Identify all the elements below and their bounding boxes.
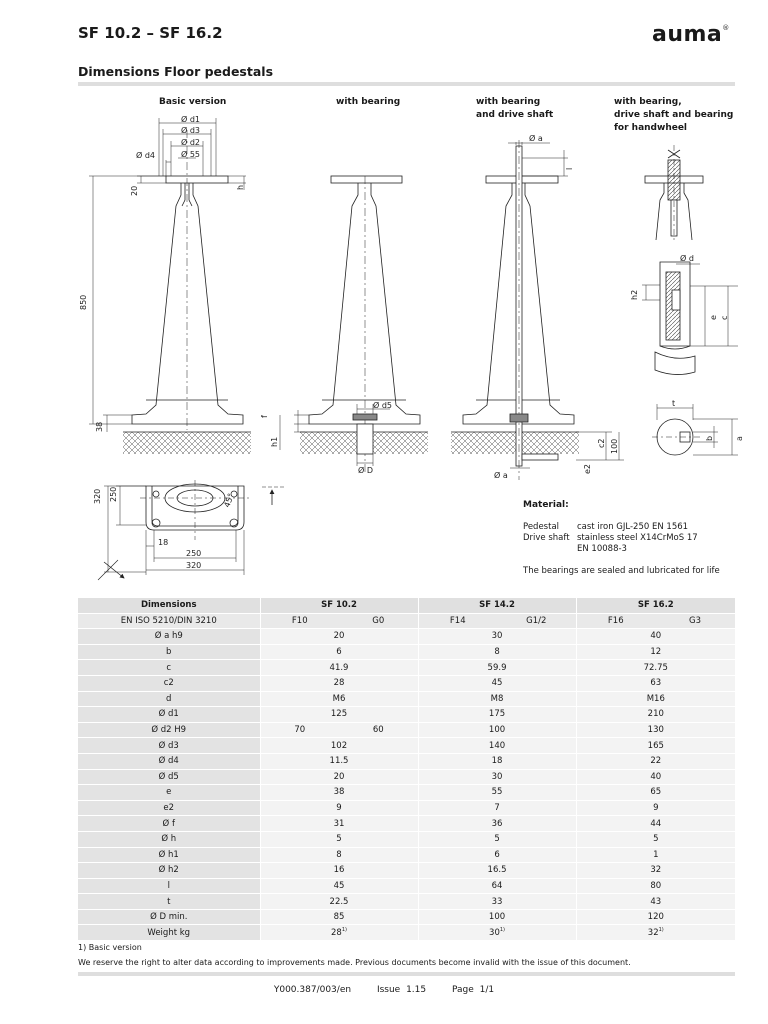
- table-cell: [260, 644, 418, 660]
- svg-text:e: e: [709, 315, 718, 320]
- table-row: [78, 800, 735, 816]
- svg-text:Ø d: Ø d: [680, 254, 694, 263]
- table-row: [78, 629, 735, 645]
- table-cell-value: 20: [333, 771, 345, 782]
- table-cell: [260, 925, 418, 941]
- table-row: [78, 878, 735, 894]
- table-cell: [576, 863, 735, 879]
- table-cell: [260, 707, 418, 723]
- table-cell: [576, 707, 735, 723]
- table-cell-value: 9: [653, 803, 659, 814]
- material-spec-drive-shaft: stainless steel X14CrMoS 17 EN 10088-3: [577, 533, 698, 554]
- table-cell-value: 45: [491, 678, 503, 689]
- table-row: [78, 753, 735, 769]
- table-row-flange: [78, 613, 735, 629]
- table-cell: [418, 894, 576, 910]
- table-cell-value: 11.5: [329, 756, 349, 767]
- table-cell: [418, 863, 576, 879]
- svg-text:c: c: [720, 315, 729, 320]
- table-cell-value: 59.9: [487, 662, 507, 673]
- table-cell-value: M6: [332, 693, 346, 704]
- pedestal-drawing-drive-shaft: [451, 133, 624, 480]
- table-cell: [576, 769, 735, 785]
- table-cell-value: 28: [331, 928, 342, 939]
- table-cell: [418, 925, 576, 941]
- svg-text:Ø d1: Ø d1: [181, 115, 201, 124]
- variant-heading-handwheel: with bearing, drive shaft and bearing for handwheel: [614, 97, 734, 133]
- table-row-label: Ø d2 H9: [78, 722, 260, 738]
- pedestal-drawing-handwheel-details: [630, 145, 744, 455]
- pedestal-drawing-bearing: [260, 176, 428, 475]
- table-cell: [576, 629, 735, 645]
- table-cell: [576, 691, 735, 707]
- svg-text:45°: 45°: [222, 492, 236, 509]
- table-cell: [576, 722, 735, 738]
- table-cell-value: 33: [491, 896, 503, 907]
- pedestal-drawing-basic: [79, 114, 251, 454]
- table-cell: [576, 847, 735, 863]
- table-cell-value: 120: [647, 912, 664, 923]
- svg-text:Ø d3: Ø d3: [181, 126, 201, 135]
- table-row: [78, 909, 735, 925]
- svg-text:250: 250: [109, 486, 118, 502]
- svg-text:h1: h1: [270, 436, 279, 447]
- material-title: Material:: [523, 500, 569, 510]
- table-row-label: d: [78, 691, 260, 707]
- svg-text:Ø d2: Ø d2: [181, 138, 201, 147]
- table-row-label: Ø d5: [78, 769, 260, 785]
- table-cell: [260, 909, 418, 925]
- table-row: [78, 660, 735, 676]
- document-number: Y000.387/003/en: [273, 985, 352, 995]
- svg-text:38: 38: [95, 421, 104, 432]
- table-cell: [260, 675, 418, 691]
- table-cell: [576, 800, 735, 816]
- table-cell-value: 65: [650, 787, 662, 798]
- table-cell: [418, 800, 576, 816]
- table-cell-value: 45: [333, 880, 345, 891]
- table-cell-value: 5: [653, 834, 659, 845]
- table-row: [78, 925, 735, 941]
- table-row: [78, 707, 735, 723]
- table-cell: [260, 894, 418, 910]
- table-cell: [260, 769, 418, 785]
- table-cell: [260, 738, 418, 754]
- svg-text:Ø a: Ø a: [529, 134, 543, 143]
- table-cell-value: 22: [650, 756, 662, 767]
- table-cell: [260, 831, 418, 847]
- table-row-label: b: [78, 644, 260, 660]
- table-cell-value: 40: [650, 631, 662, 642]
- table-cell-value: M8: [490, 693, 504, 704]
- variant-heading-basic: Basic version: [159, 97, 227, 107]
- variant-heading-bearing: with bearing: [336, 97, 401, 107]
- svg-text:Ø d4: Ø d4: [136, 151, 156, 160]
- table-cell-value: 64: [491, 880, 503, 891]
- table-cell-flange: G3: [655, 613, 735, 629]
- table-cell: [576, 925, 735, 941]
- table-cell-value: 40: [650, 771, 662, 782]
- table-cell-value: 130: [647, 725, 664, 736]
- table-cell-value: 175: [488, 709, 506, 720]
- svg-text:h2: h2: [630, 289, 639, 300]
- svg-text:Ø 55: Ø 55: [181, 150, 201, 159]
- table-cell: [418, 909, 576, 925]
- table-row: [78, 769, 735, 785]
- table-cell-value: 55: [491, 787, 503, 798]
- footer: [0, 985, 768, 995]
- svg-text:Ø d5: Ø d5: [373, 401, 393, 410]
- svg-text:Ø a: Ø a: [494, 471, 508, 480]
- table-cell: [418, 660, 576, 676]
- svg-text:e2: e2: [583, 463, 592, 474]
- footnote-marker: 1): [658, 927, 664, 934]
- table-cell: [260, 800, 418, 816]
- svg-text:b: b: [705, 435, 714, 441]
- table-row: [78, 863, 735, 879]
- table-cell: [576, 753, 735, 769]
- column-header-sf-14-2: SF 14.2: [418, 598, 576, 613]
- table-cell: [418, 831, 576, 847]
- table-cell: [418, 769, 576, 785]
- table-row-label: l: [78, 878, 260, 894]
- table-cell-flange: F10: [260, 613, 339, 629]
- table-cell-value: 20: [333, 631, 345, 642]
- table-row: [78, 675, 735, 691]
- table-cell: [260, 629, 418, 645]
- table-row: [78, 894, 735, 910]
- svg-text:t: t: [672, 399, 676, 408]
- svg-text:850: 850: [79, 294, 88, 310]
- table-row-label: c2: [78, 675, 260, 691]
- table-cell-value: 9: [336, 803, 342, 814]
- table-row-label: Ø d4: [78, 753, 260, 769]
- table-cell-value: 210: [647, 709, 664, 720]
- variant-heading-drive-shaft: with bearing and drive shaft: [476, 97, 554, 120]
- svg-text:Ø D: Ø D: [358, 466, 373, 475]
- table-cell-value: 6: [494, 849, 500, 860]
- table-cell: [260, 863, 418, 879]
- pedestal-plan-view: [93, 480, 284, 580]
- table-cell: [418, 816, 576, 832]
- table-cell-value: 16.5: [487, 865, 507, 876]
- table-cell-value: 28: [333, 678, 345, 689]
- table-cell: [260, 660, 418, 676]
- table-cell-value: 5: [336, 834, 342, 845]
- table-cell: [260, 753, 418, 769]
- table-cell: [418, 722, 576, 738]
- table-cell: [576, 660, 735, 676]
- table-cell: 60: [339, 722, 418, 738]
- table-cell-flange: G0: [339, 613, 418, 629]
- column-header-sf-16-2: SF 16.2: [576, 598, 735, 613]
- footnote-marker: 1): [341, 927, 347, 934]
- table-cell-value: 5: [494, 834, 500, 845]
- svg-text:320: 320: [186, 561, 202, 570]
- table-cell: [418, 644, 576, 660]
- table-cell-value: 1: [653, 849, 659, 860]
- table-row: [78, 722, 735, 738]
- table-cell-value: 38: [333, 787, 345, 798]
- table-cell-flange: F16: [576, 613, 655, 629]
- table-cell-value: 36: [491, 818, 503, 829]
- table-cell: [260, 847, 418, 863]
- table-cell-value: 41.9: [329, 662, 349, 673]
- table-row-label: c: [78, 660, 260, 676]
- table-cell-value: 85: [333, 912, 345, 923]
- table-row-label: Ø d3: [78, 738, 260, 754]
- table-cell-value: 7: [494, 803, 500, 814]
- issue-number: Issue 1.15: [376, 985, 427, 995]
- table-cell-value: 8: [336, 849, 342, 860]
- table-row: [78, 644, 735, 660]
- svg-text:100: 100: [610, 438, 619, 454]
- table-row: [78, 847, 735, 863]
- table-row: [78, 785, 735, 801]
- table-cell-value: 22.5: [329, 896, 349, 907]
- table-cell: [576, 878, 735, 894]
- table-cell-value: 16: [333, 865, 345, 876]
- table-cell: [576, 644, 735, 660]
- svg-text:h: h: [236, 184, 245, 190]
- table-cell-value: 30: [489, 928, 500, 939]
- svg-text:f: f: [260, 415, 269, 418]
- table-cell: [576, 831, 735, 847]
- table-cell: [418, 629, 576, 645]
- svg-text:20: 20: [130, 185, 139, 196]
- table-cell: [418, 847, 576, 863]
- table-cell-value: 165: [647, 740, 664, 751]
- table-row-label: t: [78, 894, 260, 910]
- table-row-label: Ø d1: [78, 707, 260, 723]
- material-note: The bearings are sealed and lubricated for life: [523, 566, 720, 576]
- table-row-label: e2: [78, 800, 260, 816]
- table-cell: 70: [260, 722, 339, 738]
- table-cell-value: 102: [330, 740, 348, 751]
- table-cell-value: 72.75: [643, 662, 668, 673]
- table-cell-value: 31: [333, 818, 345, 829]
- table-cell-value: M16: [646, 693, 665, 704]
- table-row-label: Ø f: [78, 816, 260, 832]
- table-cell: [418, 675, 576, 691]
- table-cell: [260, 691, 418, 707]
- svg-text:l: l: [565, 167, 574, 170]
- document-title: SF 10.2 – SF 16.2: [78, 24, 223, 42]
- table-cell: [576, 785, 735, 801]
- table-cell: [418, 738, 576, 754]
- svg-text:c2: c2: [597, 438, 606, 448]
- table-row-label: Ø h1: [78, 847, 260, 863]
- table-cell-value: 32: [650, 865, 662, 876]
- svg-text:250: 250: [186, 549, 202, 558]
- table-cell: [576, 816, 735, 832]
- table-header-row: [78, 598, 735, 613]
- table-row: [78, 738, 735, 754]
- table-row-label: Weight kg: [78, 925, 260, 941]
- svg-text:320: 320: [93, 488, 102, 504]
- table-cell-value: 12: [650, 647, 662, 658]
- table-cell-value: 8: [494, 647, 500, 658]
- table-row-label: e: [78, 785, 260, 801]
- disclaimer: We reserve the right to alter data according to improvements made. Previous documents become invalid with the issue of this document.: [78, 958, 631, 967]
- table-cell: [418, 753, 576, 769]
- table-cell: [576, 909, 735, 925]
- dimensions-table: [78, 598, 735, 941]
- table-row: [78, 831, 735, 847]
- table-cell: [260, 816, 418, 832]
- table-cell-value: 32: [647, 928, 659, 939]
- table-row: [78, 691, 735, 707]
- table-cell-flange: F14: [418, 613, 497, 629]
- table-row: [78, 816, 735, 832]
- table-cell-value: 140: [488, 740, 506, 751]
- table-cell-standard: EN ISO 5210/DIN 3210: [78, 613, 260, 629]
- table-row-label: Ø h2: [78, 863, 260, 879]
- section-title: Dimensions Floor pedestals: [78, 64, 274, 79]
- table-cell: [418, 707, 576, 723]
- table-cell: [260, 878, 418, 894]
- table-cell: [260, 785, 418, 801]
- table-cell: [576, 894, 735, 910]
- table-row-label: Ø D min.: [78, 909, 260, 925]
- column-header-sf-10-2: SF 10.2: [260, 598, 418, 613]
- column-header-dimensions: Dimensions: [78, 598, 260, 613]
- table-cell-value: 30: [491, 771, 503, 782]
- table-cell-value: 63: [650, 678, 662, 689]
- table-cell: [576, 738, 735, 754]
- table-cell-value: 80: [650, 880, 662, 891]
- table-cell: [418, 878, 576, 894]
- table-cell-value: 18: [491, 756, 503, 767]
- material-part-drive-shaft: Drive shaft: [523, 533, 570, 543]
- material-spec-pedestal: cast iron GJL-250 EN 1561: [577, 522, 689, 532]
- table-row-label: Ø a h9: [78, 629, 260, 645]
- table-cell-value: 30: [491, 631, 503, 642]
- table-cell-value: 100: [488, 725, 506, 736]
- logo-text: auma: [652, 22, 723, 47]
- footnote-marker: 1): [499, 927, 505, 934]
- table-cell-value: 43: [650, 896, 662, 907]
- material-part-pedestal: Pedestal: [523, 522, 560, 532]
- table-cell-value: 125: [330, 709, 348, 720]
- page-number: Page 1/1: [452, 985, 495, 995]
- footer-divider: [78, 972, 735, 976]
- table-row-label: Ø h: [78, 831, 260, 847]
- table-cell: [418, 691, 576, 707]
- svg-text:18: 18: [158, 538, 169, 547]
- table-cell: [576, 675, 735, 691]
- table-cell-value: 100: [488, 912, 506, 923]
- svg-text:a: a: [735, 436, 744, 441]
- logo-registered-mark: ®: [722, 24, 730, 32]
- table-cell-flange: G1/2: [497, 613, 576, 629]
- table-cell-value: 6: [336, 647, 342, 658]
- footnote: 1) Basic version: [78, 943, 142, 952]
- table-cell: [418, 785, 576, 801]
- table-cell-value: 44: [650, 818, 662, 829]
